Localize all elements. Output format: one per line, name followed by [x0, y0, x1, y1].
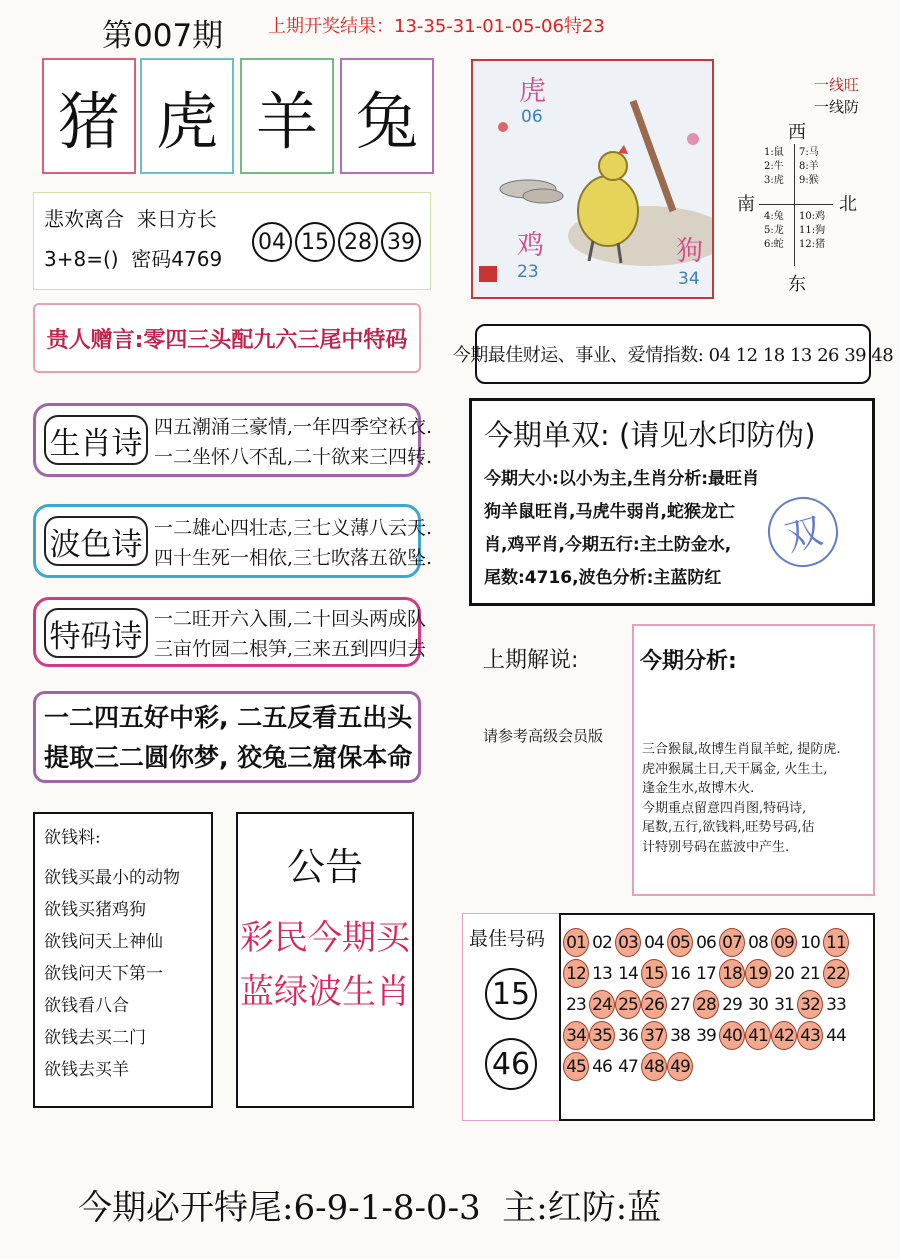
- grid-number: 33: [826, 994, 846, 1015]
- grid-number: 29: [722, 994, 742, 1015]
- money-box: [33, 812, 213, 1108]
- notice-box: [236, 812, 414, 1108]
- idiom-box: [33, 192, 431, 290]
- grid-number: 28: [693, 990, 719, 1019]
- grid-number: 31: [774, 994, 794, 1015]
- zodiac-box-4: [340, 58, 434, 174]
- cell-item: 5:龙: [764, 225, 784, 236]
- poem-box-3: [33, 597, 427, 667]
- top-num: 06: [521, 107, 543, 127]
- grid-number: 23: [566, 994, 586, 1015]
- money-item: 欲钱问天下第一: [44, 964, 163, 984]
- odd-even-title: 今期单双: (请见水印防伪): [484, 418, 816, 452]
- grid-number: 38: [670, 1025, 690, 1046]
- zodiac-box-3: [240, 58, 334, 174]
- money-item: 欲钱去买二门: [44, 1028, 146, 1048]
- fortune-box: [452, 324, 894, 384]
- legend-wang: 一线旺: [814, 76, 860, 94]
- poem-box-1: [33, 403, 433, 477]
- grid-number: 42: [771, 1021, 797, 1050]
- poem-lines-3: [154, 604, 427, 664]
- poem-line: 四五潮涌三豪情,一年四季空袄衣.: [154, 416, 433, 438]
- odd-even-box: [469, 398, 875, 606]
- poem-tag-2: 波色诗: [44, 516, 148, 566]
- grid-number: 17: [696, 963, 716, 984]
- left-animal: 鸡: [517, 230, 544, 261]
- grid-number: 01: [563, 928, 589, 957]
- compass-east: 东: [788, 274, 806, 295]
- analysis-line: 尾数,五行,欲钱料,旺势号码,估: [642, 820, 815, 835]
- best-title: 最佳号码: [469, 928, 546, 950]
- legend-fang: 一线防: [814, 98, 860, 116]
- idiom-number: 28: [338, 222, 378, 262]
- idiom-numbers: [252, 222, 421, 262]
- footer-text: 今期必开特尾:6-9-1-8-0-3 主:红防:蓝: [78, 1188, 662, 1228]
- best-number-2: 46: [485, 1038, 537, 1090]
- verse-box: [33, 691, 421, 783]
- grid-number: 24: [589, 990, 615, 1019]
- banner-box: [33, 303, 421, 373]
- verse-line-2: 提取三二圆你梦, 狡兔三窟保本命: [44, 743, 413, 772]
- best-box: [462, 913, 560, 1121]
- analysis-box: [632, 624, 875, 896]
- grid-number: 20: [774, 963, 794, 984]
- grid-number: 21: [800, 963, 820, 984]
- notice-line-2: 蓝绿波生肖: [240, 972, 410, 1012]
- notice-line-1: 彩民今期买: [240, 918, 410, 958]
- grid-number: 46: [592, 1056, 612, 1077]
- cell-item: 6:蛇: [764, 239, 784, 250]
- idiom-number: 15: [295, 222, 335, 262]
- poem-tag-3: 特码诗: [44, 608, 148, 658]
- cell-item: 4:兔: [764, 211, 784, 222]
- analysis-line: 今期重点留意四肖图,特码诗,: [642, 800, 807, 816]
- analysis-line: 三合猴鼠,故博生肖鼠羊蛇, 提防虎.: [642, 742, 841, 757]
- cell-item: 12:猪: [799, 239, 826, 250]
- odd-even-line: 尾数:4716,波色分析:主蓝防红: [484, 568, 722, 588]
- grid-number: 16: [670, 963, 690, 984]
- grid-number: 26: [641, 990, 667, 1019]
- grid-number: 47: [618, 1056, 638, 1077]
- grid-number: 27: [670, 994, 690, 1015]
- grid-number: 34: [563, 1021, 589, 1050]
- idiom-number: 39: [381, 222, 421, 262]
- grid-number: 35: [589, 1021, 615, 1050]
- picture-box: [471, 59, 714, 299]
- poem-line: 四十生死一相依,三七吹落五欲坠.: [154, 547, 433, 569]
- poem-line: 一二雄心四壮志,三七义薄八云天.: [154, 517, 433, 539]
- grid-number: 13: [592, 963, 612, 984]
- analysis-title: 今期分析:: [640, 649, 737, 674]
- grid-number: 39: [696, 1025, 716, 1046]
- money-item: 欲钱买最小的动物: [44, 868, 180, 888]
- cell-item: 9:猴: [799, 175, 819, 186]
- grid-number: 22: [823, 959, 849, 988]
- analysis-lines: [642, 740, 841, 857]
- last-explain-note: 请参考高级会员版: [483, 727, 604, 745]
- zodiac-box-1: [42, 58, 136, 174]
- grid-number: 14: [618, 963, 638, 984]
- notice-title: 公告: [286, 845, 363, 889]
- compass-cell-tr: [799, 146, 819, 188]
- grid-number: 02: [592, 932, 612, 953]
- money-item: 欲钱问天上神仙: [44, 932, 163, 952]
- grid-number: 03: [615, 928, 641, 957]
- poem-lines-1: [154, 412, 433, 472]
- last-explain-title: 上期解说:: [483, 648, 579, 673]
- grid-number: 08: [748, 932, 768, 953]
- poem-line: 一二坐怀八不乱,二十欲来三四转.: [154, 446, 433, 468]
- grid-number: 32: [797, 990, 823, 1019]
- money-title: 欲钱料:: [44, 828, 101, 848]
- grid-number: 49: [667, 1052, 693, 1081]
- poem-line: 三亩竹园二根笋,三来五到四归去: [154, 638, 427, 660]
- grid-number: 10: [800, 932, 820, 953]
- money-item: 欲钱看八合: [44, 996, 129, 1016]
- compass-cell-bl: [764, 210, 784, 252]
- grid-number: 18: [719, 959, 745, 988]
- poem-lines-2: [154, 513, 433, 573]
- grid-number: 07: [719, 928, 745, 957]
- last-result: 上期开奖结果：13-35-31-01-05-06特23: [268, 16, 605, 37]
- compass-cell-br: [799, 210, 825, 252]
- poem-tag-1: 生肖诗: [44, 415, 148, 465]
- grid-number: 06: [696, 932, 716, 953]
- cell-item: 2:牛: [764, 161, 784, 172]
- compass-hline: [759, 204, 833, 205]
- analysis-line: 计特别号码在蓝波中产生.: [642, 839, 790, 855]
- grid-number: 40: [719, 1021, 745, 1050]
- compass-north: 北: [839, 194, 857, 215]
- grid-number: 45: [563, 1052, 589, 1081]
- odd-even-line: 今期大小:以小为主,生肖分析:最旺肖: [484, 469, 760, 489]
- issue-title: 第007期: [102, 18, 224, 54]
- top-animal: 虎: [519, 76, 546, 107]
- compass-vline: [794, 144, 795, 266]
- grid-number: 25: [615, 990, 641, 1019]
- watermark-stamp: [760, 489, 846, 575]
- cell-item: 1:鼠: [764, 147, 784, 158]
- idiom-line-1: 悲欢离合 来日方长: [44, 207, 217, 231]
- odd-even-line: 肖,鸡平肖,今期五行:主土防金水,: [484, 535, 732, 555]
- best-number-1: 15: [485, 968, 537, 1020]
- odd-even-line: 狗羊鼠旺肖,马虎牛弱肖,蛇猴龙亡: [484, 502, 735, 522]
- grid-number: 09: [771, 928, 797, 957]
- compass-west: 西: [788, 122, 806, 143]
- poem-box-2: [33, 504, 433, 578]
- odd-even-lines: [484, 463, 759, 595]
- grid-number: 41: [745, 1021, 771, 1050]
- grid-number: 36: [618, 1025, 638, 1046]
- cell-item: 11:狗: [799, 225, 826, 236]
- number-grid: [559, 913, 875, 1121]
- grid-number: 04: [644, 932, 664, 953]
- idiom-line-2: 3+8=() 密码4769: [44, 247, 223, 271]
- analysis-line: 逢金生水,故博木火.: [642, 781, 755, 796]
- verse-line-1: 一二四五好中彩, 二五反看五出头: [44, 703, 413, 732]
- idiom-number: 04: [252, 222, 292, 262]
- cell-item: 3:虎: [764, 175, 784, 186]
- cell-item: 8:羊: [799, 161, 819, 172]
- right-num: 34: [678, 269, 700, 289]
- zodiac-1: 猪: [57, 84, 120, 158]
- grid-number: 37: [641, 1021, 667, 1050]
- zodiac-3: 羊: [255, 84, 318, 158]
- compass-south: 南: [737, 194, 755, 215]
- zodiac-box-2: [140, 58, 234, 174]
- cell-item: 10:鸡: [799, 211, 826, 222]
- money-item: 欲钱去买羊: [44, 1060, 129, 1080]
- watermark-text: 双: [781, 510, 827, 560]
- grid-number: 12: [563, 959, 589, 988]
- left-num: 23: [517, 262, 539, 282]
- grid-number: 19: [745, 959, 771, 988]
- compass-cell-tl: [764, 146, 784, 188]
- grid-number: 15: [641, 959, 667, 988]
- grid-number: 48: [641, 1052, 667, 1081]
- poem-line: 一二旺开六入围,二十回头两成队: [154, 608, 427, 630]
- grid-number: 11: [823, 928, 849, 957]
- analysis-line: 虎冲猴属土日,天干属金, 火生土,: [642, 761, 828, 777]
- zodiac-4: 兔: [355, 84, 418, 158]
- grid-number: 05: [667, 928, 693, 957]
- zodiac-2: 虎: [155, 84, 218, 158]
- grid-number: 44: [826, 1025, 846, 1046]
- money-item: 欲钱买猪鸡狗: [44, 900, 146, 920]
- compass: [735, 118, 865, 298]
- banner-text: 贵人赠言:零四三头配九六三尾中特码: [46, 327, 408, 353]
- cell-item: 7:马: [799, 147, 819, 158]
- right-animal: 狗: [676, 236, 703, 267]
- grid-number: 30: [748, 994, 768, 1015]
- fortune-text: 今期最佳财运、事业、爱情指数: 04 12 18 13 26 39 48: [452, 345, 894, 366]
- grid-number: 43: [797, 1021, 823, 1050]
